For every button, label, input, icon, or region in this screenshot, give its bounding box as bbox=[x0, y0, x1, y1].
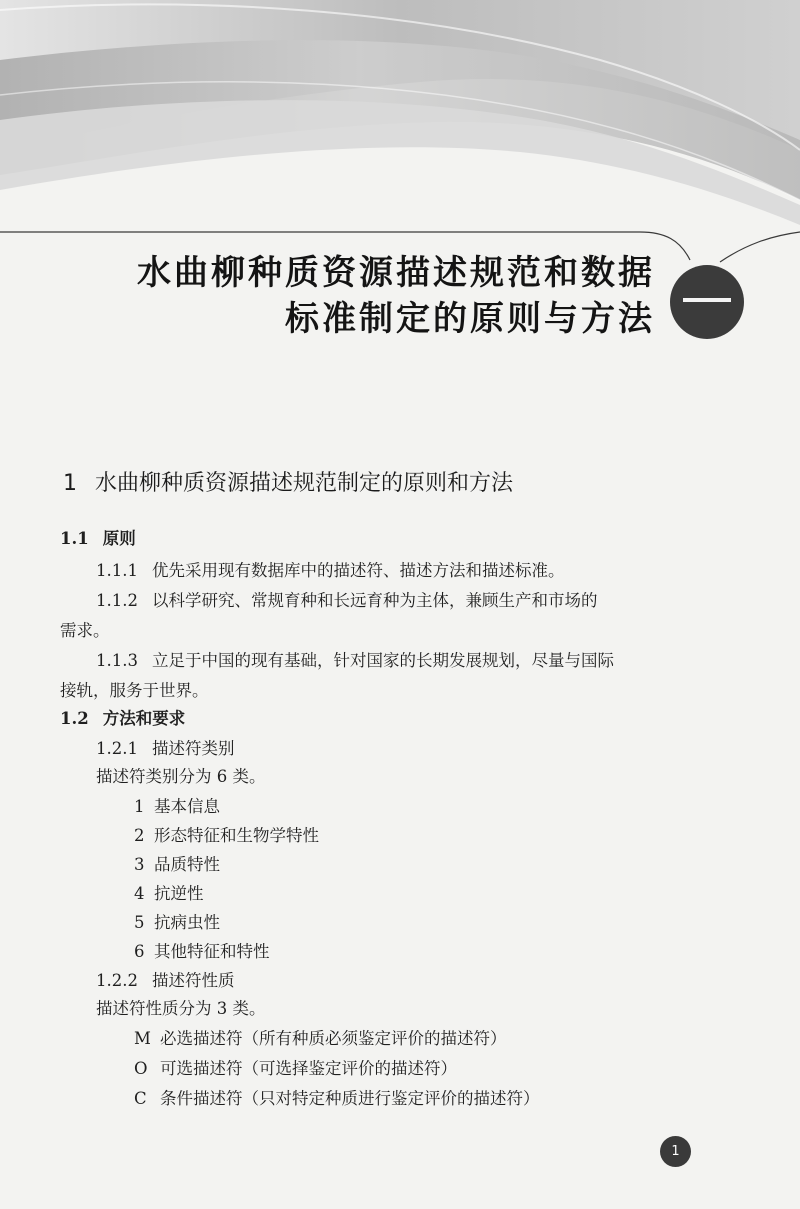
category-item: 3 品质特性 bbox=[134, 855, 220, 874]
section-title: 水曲柳种质资源描述规范制定的原则和方法 bbox=[95, 471, 514, 496]
principle-item: 1.1.2 以科学研究、常规育种和长远育种为主体，兼顾生产和市场的 bbox=[96, 591, 598, 610]
category-item: 1 基本信息 bbox=[134, 797, 220, 816]
subsection-heading-methods: 1.2 方法和要求 bbox=[60, 709, 186, 728]
chapter-title-line-1: 水曲柳种质资源描述规范和数据 bbox=[137, 253, 655, 293]
subsection-heading-principles: 1.1 原则 bbox=[60, 529, 136, 548]
page-number: 1 bbox=[660, 1136, 691, 1167]
property-item: C 条件描述符（只对特定种质进行鉴定评价的描述符） bbox=[134, 1089, 540, 1108]
chapter-number-badge bbox=[670, 265, 744, 339]
clause-heading-properties: 1.2.2 描述符性质 bbox=[96, 971, 235, 990]
category-item: 5 抗病虫性 bbox=[134, 913, 220, 932]
clause-heading-categories: 1.2.1 描述符类别 bbox=[96, 739, 235, 758]
category-item: 2 形态特征和生物学特性 bbox=[134, 826, 319, 845]
principle-item-continuation: 接轨，服务于世界。 bbox=[60, 681, 209, 700]
category-item: 6 其他特征和特性 bbox=[134, 942, 270, 961]
property-item: M 必选描述符（所有种质必须鉴定评价的描述符） bbox=[134, 1029, 507, 1048]
section-number: 1 bbox=[63, 471, 77, 496]
chapter-number-glyph bbox=[683, 298, 731, 302]
category-item: 4 抗逆性 bbox=[134, 884, 204, 903]
categories-intro: 描述符类别分为 6 类。 bbox=[96, 767, 266, 786]
properties-intro: 描述符性质分为 3 类。 bbox=[96, 999, 266, 1018]
section-heading bbox=[63, 466, 513, 497]
property-item: O 可选描述符（可选择鉴定评价的描述符） bbox=[134, 1059, 457, 1078]
chapter-title-line-2: 标准制定的原则与方法 bbox=[285, 299, 655, 339]
principle-item: 1.1.1 优先采用现有数据库中的描述符、描述方法和描述标准。 bbox=[96, 561, 565, 580]
principle-item: 1.1.3 立足于中国的现有基础，针对国家的长期发展规划，尽量与国际 bbox=[96, 651, 614, 670]
principle-item-continuation: 需求。 bbox=[60, 621, 110, 640]
